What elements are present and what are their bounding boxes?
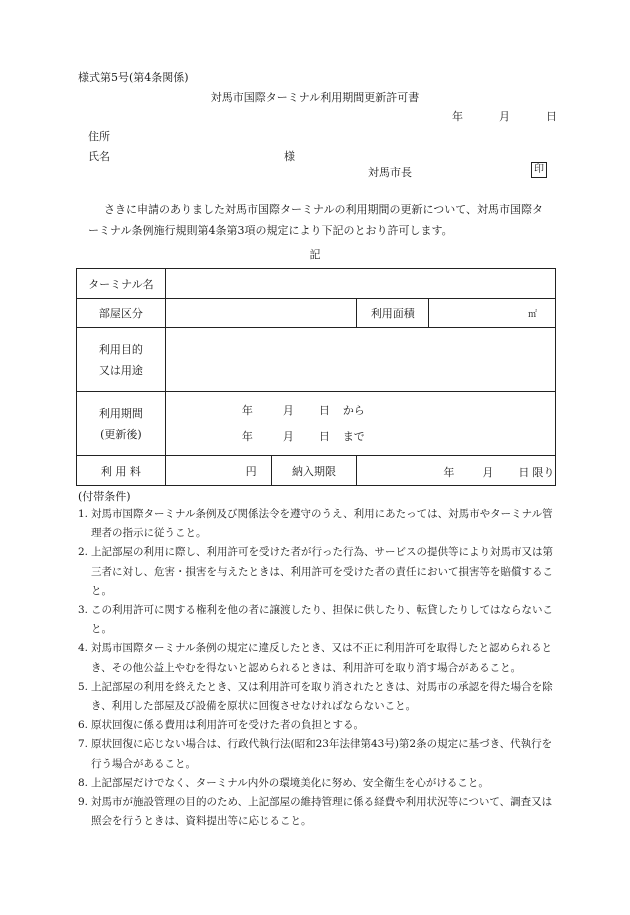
period-until: まで: [342, 429, 365, 443]
purpose-value: [165, 328, 555, 392]
seal-mark: 印: [531, 162, 547, 178]
issue-month: 月: [499, 110, 510, 123]
condition-number: 1.: [78, 508, 89, 520]
condition-text: 対馬市国際ターミナル条例及び関係法令を遵守のうえ、利用にあたっては、対馬市やターミナル管理者の指示に従うこと。: [91, 508, 553, 540]
condition-text: 上記部屋の利用を終えたとき、又は利用許可を取り消されたときは、対馬市の承認を得た場合を除き、利用した部屋及び設備を原状に回復させなければならないこと。: [91, 680, 553, 713]
condition-item: [78, 543, 556, 601]
room-class-value: [165, 299, 357, 328]
body-paragraph: さきに申請のありました対馬市国際ターミナルの利用期間の更新について、対馬市国際ターミナル条例施行規則第4条第3項の規定により下記のとおり許可します。: [88, 203, 544, 237]
row-purpose: [77, 328, 556, 392]
row-period: [77, 392, 556, 456]
honorific: 様: [284, 150, 295, 163]
purpose-label: [77, 328, 166, 392]
condition-item: [78, 716, 556, 735]
due-month: 月: [482, 465, 494, 479]
area-label: 利用面積: [357, 299, 429, 328]
condition-text: 上記部屋の利用に際し、利用許可を受けた者が行った行為、サービスの提供等により対馬市又は第三者に対し、危害・損害を与えたときは、利用許可を受けた者の責任において損害等を賠償すること。: [91, 546, 553, 597]
condition-item: [78, 678, 556, 716]
period-start-month: 月: [282, 403, 294, 417]
fee-value: [165, 456, 271, 486]
permit-table: [76, 268, 556, 486]
condition-number: 8.: [78, 776, 89, 789]
due-day: 日: [518, 465, 530, 479]
condition-item: [78, 774, 556, 793]
condition-text: 対馬市国際ターミナル条例の規定に違反したとき、又は不正に利用許可を取得したと認められるとき、その他公益上やむを得ないと認められるときは、利用許可を取り消す場合があること。: [91, 642, 553, 674]
condition-number: 6.: [78, 719, 89, 732]
area-value: [429, 299, 556, 328]
condition-item: [78, 735, 556, 773]
condition-number: 5.: [78, 680, 89, 693]
due-date-label: 納入期限: [271, 456, 357, 486]
condition-text: 対馬市が施設管理の目的のため、上記部屋の維持管理に係る経費や利用状況等について、調査又は照会を行うときは、資料提出等に応じること。: [91, 796, 553, 828]
condition-item: [78, 639, 556, 677]
purpose-label-line2: 又は用途: [98, 363, 143, 377]
period-start-year: 年: [241, 403, 253, 417]
condition-number: 4.: [78, 642, 89, 655]
period-end-month: 月: [282, 429, 294, 443]
due-limit: 限り: [532, 465, 555, 479]
yen-unit: 円: [245, 464, 257, 478]
purpose-label-line1: 利用目的: [98, 342, 143, 356]
issue-date: [0, 108, 630, 122]
period-label: [77, 392, 166, 456]
row-fee: [77, 456, 556, 486]
name-label: 氏名: [88, 150, 110, 163]
issuer: 対馬市長: [368, 166, 412, 179]
due-year: 年: [443, 465, 455, 479]
condition-number: 7.: [78, 738, 89, 751]
condition-number: 3.: [78, 604, 89, 617]
condition-item: [78, 505, 556, 543]
condition-text: 原状回復に応じない場合は、行政代執行法(昭和23年法律第43号)第2条の規定に基づき、代執行を行う場合があること。: [91, 738, 553, 770]
condition-text: この利用許可に関する権利を他の者に譲渡したり、担保に供したり、転貸したりしてはならないこと。: [91, 604, 553, 636]
condition-text: 原状回復に係る費用は利用許可を受けた者の負担とする。: [91, 719, 364, 732]
conditions-heading: (付帯条件): [78, 490, 131, 503]
document-title: 対馬市国際ターミナル利用期間更新許可書: [210, 91, 420, 104]
issue-day: 日: [546, 110, 557, 123]
condition-text: 上記部屋だけでなく、ターミナル内外の環境美化に努め、安全衛生を心がけること。: [91, 776, 489, 789]
address-label: 住所: [88, 130, 110, 143]
period-start-day: 日: [318, 403, 330, 417]
period-end-year: 年: [241, 429, 253, 443]
row-room: [77, 299, 556, 328]
period-value: [165, 392, 555, 456]
row-terminal: [77, 269, 556, 299]
period-label-line2: (更新後): [100, 427, 142, 441]
issue-year: 年: [452, 110, 463, 123]
area-unit: ㎡: [527, 309, 537, 320]
period-label-line1: 利用期間: [98, 406, 143, 420]
due-date-value: [357, 456, 556, 486]
ki-heading: 記: [309, 248, 321, 261]
form-number: 様式第5号(第4条関係): [78, 71, 189, 84]
terminal-name-label: ターミナル名: [77, 269, 166, 299]
conditions-list: [78, 505, 556, 831]
fee-label: 利 用 料: [77, 456, 166, 486]
condition-item: [78, 601, 556, 639]
period-from: から: [342, 403, 365, 417]
room-class-label: 部屋区分: [77, 299, 166, 328]
period-end-day: 日: [318, 429, 330, 443]
condition-number: 2.: [78, 546, 89, 559]
condition-number: 9.: [78, 796, 89, 809]
condition-item: [78, 793, 556, 831]
terminal-name-value: [165, 269, 555, 299]
